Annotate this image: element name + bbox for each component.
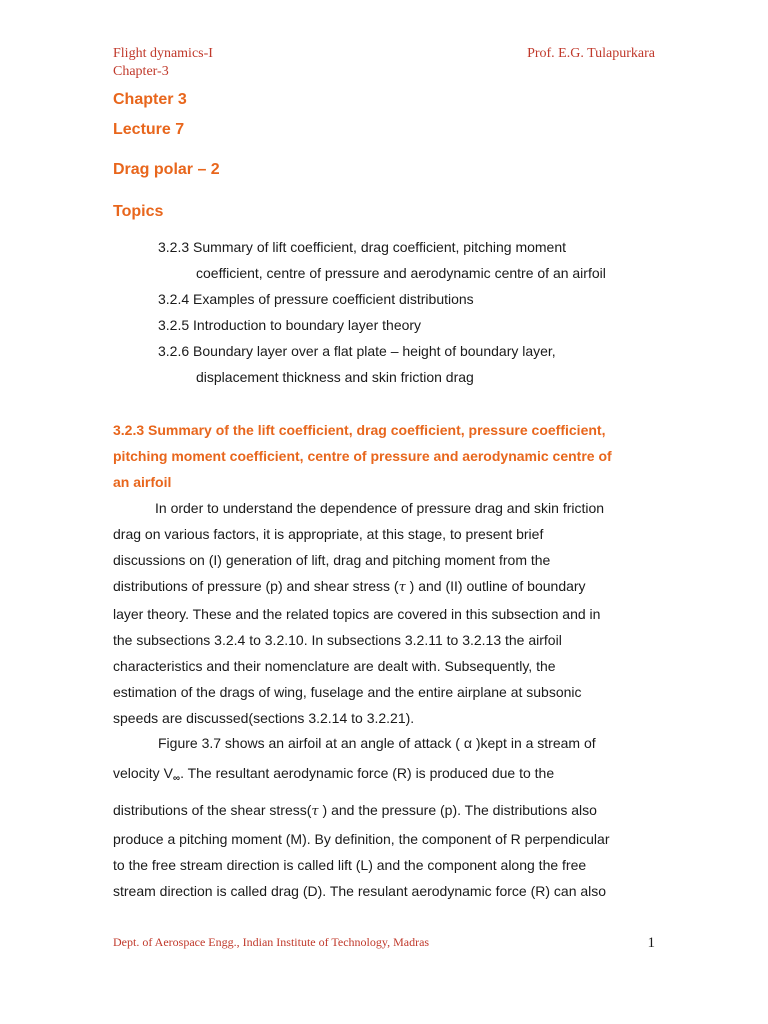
topic-item [158,234,678,286]
text-line: velocity $V_\infty$. The resultant aerodynamic force (R) is produced due to the [113,765,555,784]
text-line: characteristics and their nomenclature are dealt with. Subsequently, the [113,658,556,674]
chapter-heading: Chapter 3 [113,91,187,108]
topic-item [158,338,678,390]
paragraph-2 [113,730,658,904]
tau-symbol: τ [311,804,319,819]
section-title-line: pitching moment coefficient, centre of pressure and aerodynamic centre of [113,448,612,464]
topic-line-cont: coefficient, centre of pressure and aerodynamic centre of an airfoil [196,265,606,281]
paragraph-1 [113,495,658,731]
text-line: estimation of the drags of wing, fuselage and the entire airplane at subsonic [113,684,582,700]
text-line: produce a pitching moment (M). By definition, the component of R perpendicular [113,831,610,847]
footer-institution: Dept. of Aerospace Engg., Indian Institute of Technology, Madras [113,935,430,949]
text-line: discussions on (I) generation of lift, drag and pitching moment from the [113,552,551,568]
section-title-line: an airfoil [113,474,172,490]
topics-heading: Topics [113,203,164,220]
course-title: Flight dynamics-I [113,46,213,61]
section-title [113,417,658,495]
text-line: drag on various factors, it is appropriate, at this stage, to present brief [113,526,544,542]
topic-item [158,312,678,338]
lecture-heading: Lecture 7 [113,121,185,138]
topic-item [158,286,678,312]
text-line: distributions of pressure (p) and shear stress (τ ) and (II) outline of boundary [113,578,586,595]
text-line: In order to understand the dependence of pressure drag and skin friction [155,500,605,516]
section-title-line: 3.2.3 Summary of the lift coefficient, drag coefficient, pressure coefficient, [113,422,606,438]
tau-symbol: τ [398,580,406,595]
text-line: stream direction is called drag (D). The resulant aerodynamic force (R) can also [113,883,607,899]
text-line: distributions of the shear stress(τ ) and the pressure (p). The distributions also [113,802,597,819]
infinity-subscript: ∞ [172,773,181,784]
text-line: the subsections 3.2.4 to 3.2.10. In subsections 3.2.11 to 3.2.13 the airfoil [113,632,562,648]
chapter-label: Chapter-3 [113,64,169,79]
text-line: to the free stream direction is called lift (L) and the component along the free [113,857,587,873]
text-line: Figure 3.7 shows an airfoil at an angle of attack ( α )kept in a stream of [158,735,596,751]
topic-line: 3.2.6 Boundary layer over a flat plate – height of boundary layer, [158,343,556,359]
author-name: Prof. E.G. Tulapurkara [527,46,655,61]
page-header-left [113,45,213,81]
lecture-title: Drag polar – 2 [113,161,220,178]
topic-line: 3.2.3 Summary of lift coefficient, drag coefficient, pitching moment [158,239,567,255]
topic-line-cont: displacement thickness and skin friction drag [196,369,474,385]
page-number: 1 [647,935,655,951]
text-line: layer theory. These and the related topics are covered in this subsection and in [113,606,601,622]
topic-line: 3.2.5 Introduction to boundary layer theory [158,317,422,333]
topic-line: 3.2.4 Examples of pressure coefficient distributions [158,291,474,307]
text-line: speeds are discussed(sections 3.2.14 to 3.2.21). [113,710,415,726]
